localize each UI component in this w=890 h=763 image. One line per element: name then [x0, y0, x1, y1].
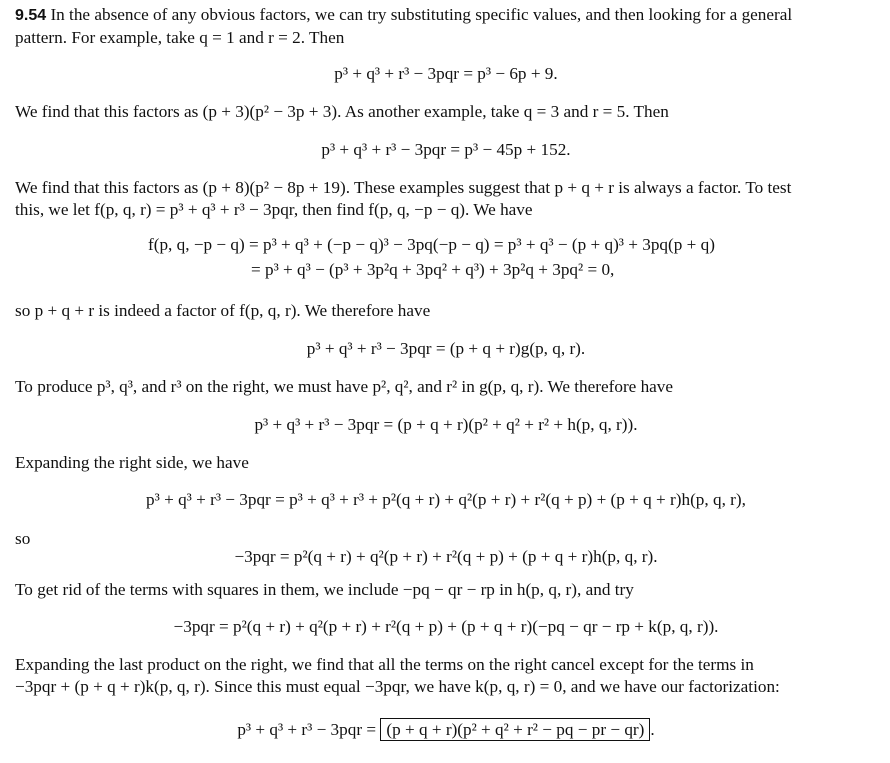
equation-3-line-1: f(p, q, −p − q) = p³ + q³ + (−p − q)³ − 3pq(−p − q) = p³ + q³ − (p + q)³ + 3pq(p + q): [148, 235, 715, 254]
intro-line-1: In the absence of any obvious factors, we can try substituting specific values, and then looking for a general: [50, 5, 793, 24]
paragraph-intro: [15, 4, 873, 26]
paragraph-expanding-last: Expanding the last product on the right, we find that all the terms on the right cancel except for the terms in: [15, 655, 754, 674]
paragraph-factor-example-1: We find that this factors as (p + 3)(p² − 3p + 3). As another example, take q = 3 and r = 5. Then: [15, 102, 669, 121]
equation-1: p³ + q³ + r³ − 3pqr = p³ − 6p + 9.: [334, 64, 558, 83]
final-lhs: p³ + q³ + r³ − 3pqr =: [237, 720, 377, 739]
equation-5: p³ + q³ + r³ − 3pqr = (p + q + r)(p² + q² + r² + h(p, q, r)).: [254, 415, 638, 434]
equation-2: p³ + q³ + r³ − 3pqr = p³ − 45p + 152.: [321, 140, 571, 159]
equation-4: p³ + q³ + r³ − 3pqr = (p + q + r)g(p, q, r).: [306, 339, 586, 358]
equation-final: [15, 719, 877, 741]
problem-number: 9.54: [15, 7, 47, 24]
paragraph-expanding: Expanding the right side, we have: [15, 453, 249, 472]
equation-6: p³ + q³ + r³ − 3pqr = p³ + q³ + r³ + p²(q + r) + q²(p + r) + r²(q + p) + (p + q + r)h(p, q, r),: [146, 490, 746, 509]
paragraph-get-rid: To get rid of the terms with squares in them, we include −pq − qr − rp in h(p, q, r), and try: [15, 580, 634, 599]
paragraph-intro-line-2: pattern. For example, take q = 1 and r = 2. Then: [15, 28, 345, 47]
equation-3-line-2: = p³ + q³ − (p³ + 3p²q + 3pq² + q³) + 3p²q + 3pq² = 0,: [251, 260, 615, 279]
paragraph-factor-example-2: We find that this factors as (p + 8)(p² − 8p + 19). These examples suggest that p + q + r is always a factor. To test: [15, 178, 792, 197]
final-period: .: [650, 720, 655, 739]
equation-8: −3pqr = p²(q + r) + q²(p + r) + r²(q + p) + (p + q + r)(−pq − qr − rp + k(p, q, r)).: [173, 617, 719, 636]
final-boxed-factorization: (p + q + r)(p² + q² + r² − pq − pr − qr): [380, 718, 650, 741]
paragraph-indeed-factor: so p + q + r is indeed a factor of f(p, q, r). We therefore have: [15, 301, 431, 320]
paragraph-so: so: [15, 529, 31, 548]
paragraph-produce-cubes: To produce p³, q³, and r³ on the right, we must have p², q², and r² in g(p, q, r). We therefore have: [15, 377, 674, 396]
paragraph-expanding-last-line-2: −3pqr + (p + q + r)k(p, q, r). Since this must equal −3pqr, we have k(p, q, r) = 0, and we have our factorization:: [15, 677, 780, 696]
equation-7: −3pqr = p²(q + r) + q²(p + r) + r²(q + p) + (p + q + r)h(p, q, r).: [234, 547, 658, 566]
paragraph-factor-example-2-line-2: this, we let f(p, q, r) = p³ + q³ + r³ − 3pqr, then find f(p, q, −p − q). We have: [15, 200, 533, 219]
